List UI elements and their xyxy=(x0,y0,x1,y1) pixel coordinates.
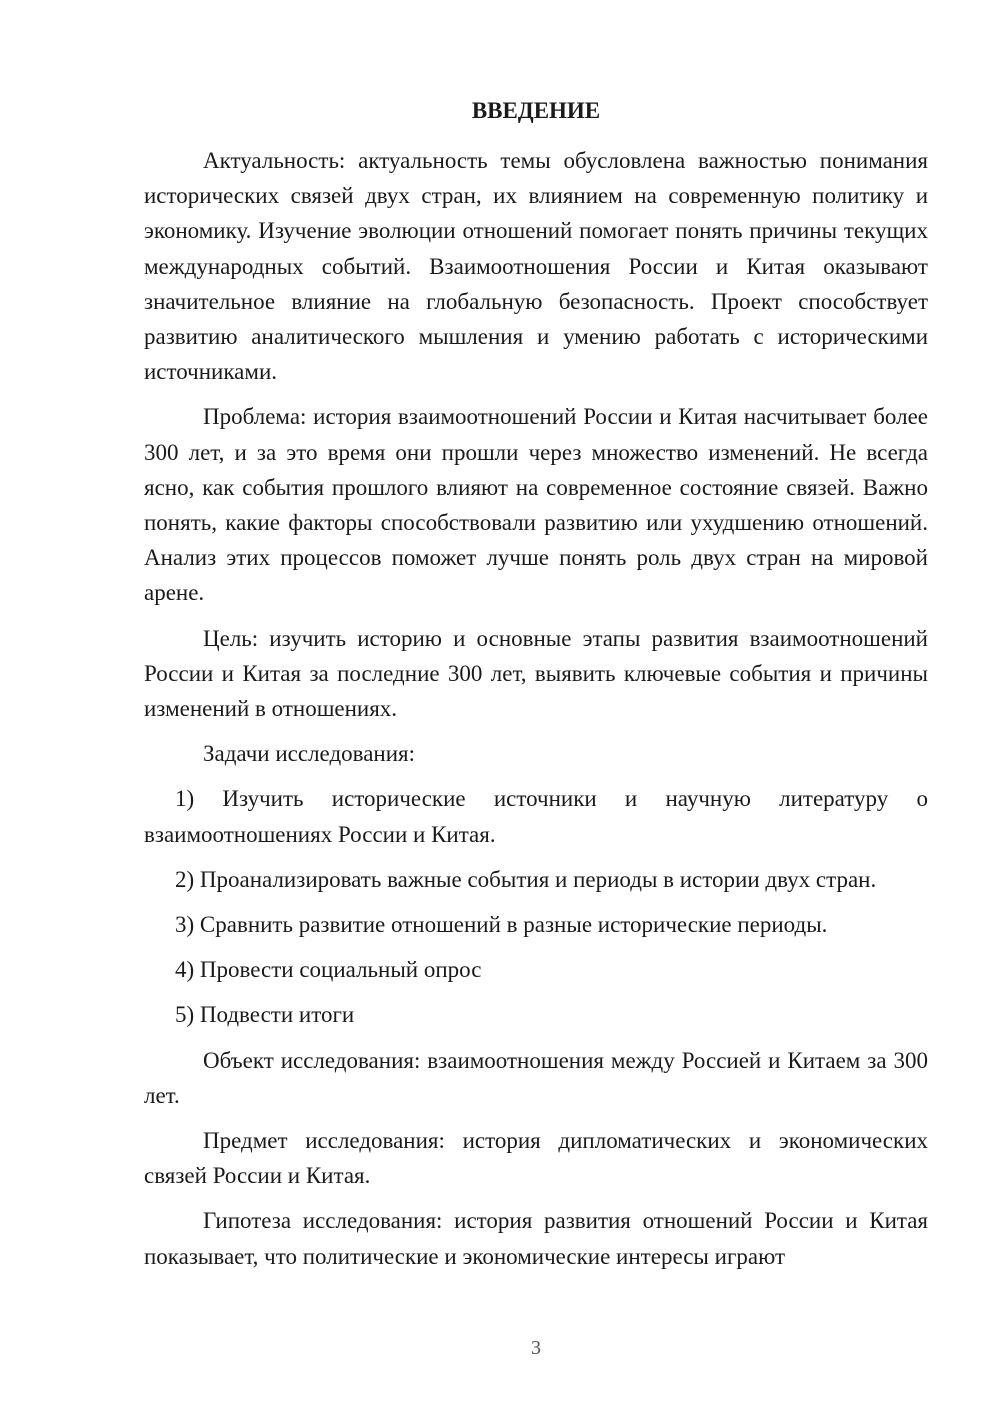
task-item-2: 2) Проанализировать важные события и периоды в истории двух стран. xyxy=(175,866,877,892)
document-body xyxy=(144,143,928,1274)
tasks-heading: Задачи исследования: xyxy=(203,741,416,767)
paragraph-relevance: Актуальность: актуальность темы обусловлена важностью понимания исторических связей двух стран, их влиянием на современную политику и экономику. Изучение эволюции отношений помогает понять причины текущих международных событий. Взаимоотношения России и Китая оказывают значительное влияние на глобальную безопасность. Проект способствует развитию аналитического мышления и умению работать с историческими источниками. xyxy=(144,148,928,385)
paragraph-object: Объект исследования: взаимоотношения между Россией и Китаем за 300 лет. xyxy=(144,1047,928,1108)
page-title: ВВЕДЕНИЕ xyxy=(471,98,601,123)
paragraph-goal: Цель: изучить историю и основные этапы развития взаимоотношений России и Китая за последние 300 лет, выявить ключевые события и причины изменений в отношениях. xyxy=(144,625,928,722)
task-item-1: 1) Изучить исторические источники и научную литературу о взаимоотношениях России и Китая. xyxy=(144,786,928,847)
task-item-4: 4) Провести социальный опрос xyxy=(175,957,482,983)
task-item-5: 5) Подвести итоги xyxy=(175,1002,355,1028)
paragraph-problem: Проблема: история взаимоотношений России и Китая насчитывает более 300 лет, и за это время они прошли через множество изменений. Не всегда ясно, как события прошлого влияют на современное состояние связей. Важно понять, какие факторы способствовали развитию или ухудшению отношений. Анализ этих процессов поможет лучше понять роль двух стран на мировой арене. xyxy=(144,404,928,606)
paragraph-subject: Предмет исследования: история дипломатических и экономических связей России и Китая. xyxy=(144,1128,928,1189)
paragraph-hypothesis: Гипотеза исследования: история развития отношений России и Китая показывает, что политические и экономические интересы играют xyxy=(144,1208,928,1269)
page-number: 3 xyxy=(531,1337,541,1359)
task-item-3: 3) Сравнить развитие отношений в разные исторические периоды. xyxy=(175,912,828,938)
